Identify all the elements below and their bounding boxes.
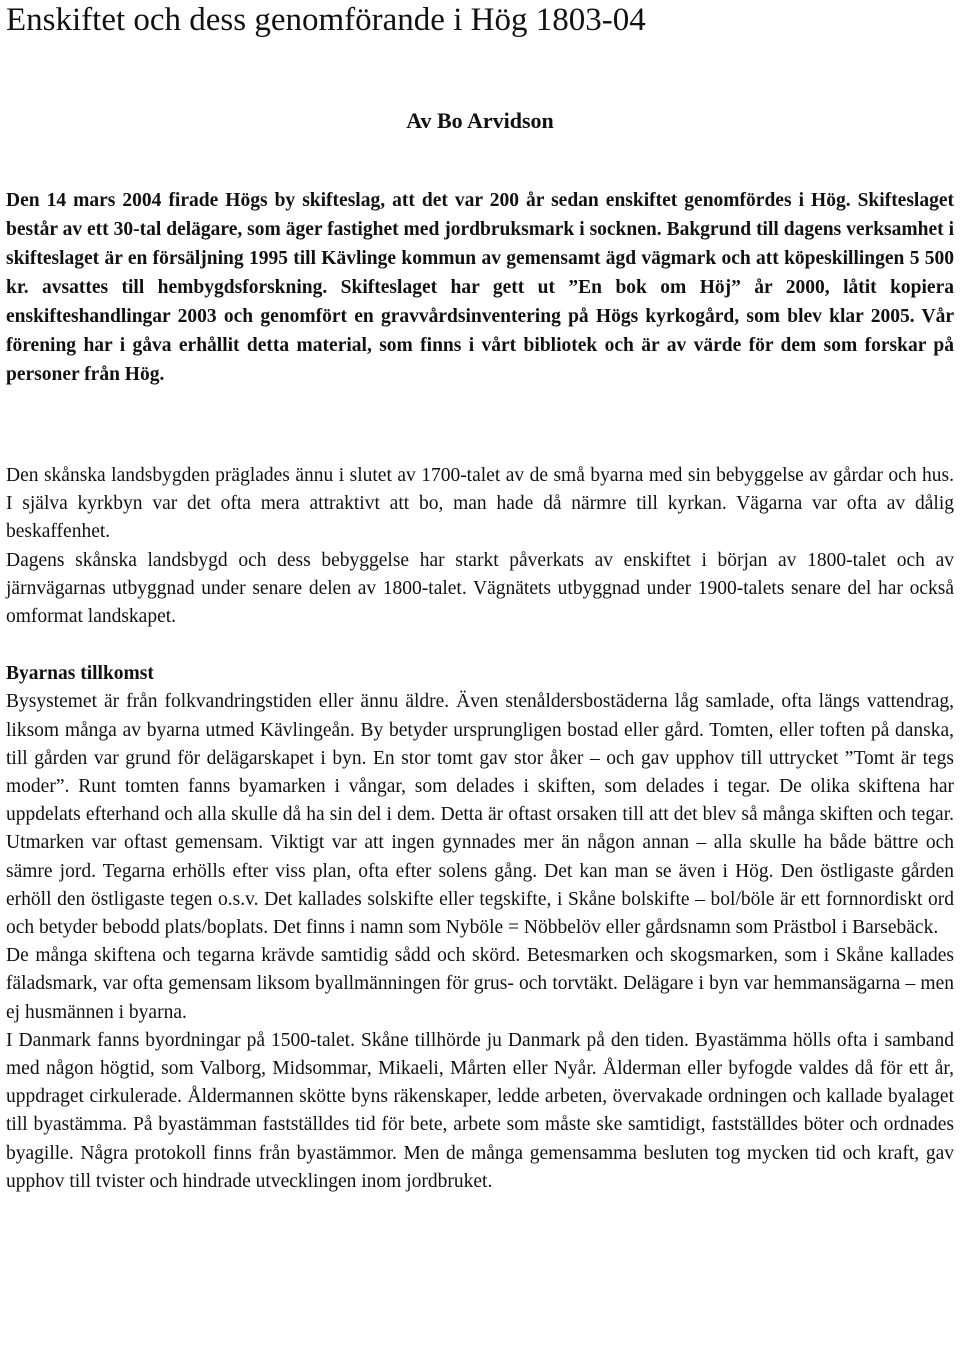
author-byline: Av Bo Arvidson bbox=[406, 108, 554, 133]
section-paragraph: De många skiftena och tegarna krävde samtidig sådd och skörd. Betesmarken och skogsmarken, som i Skåne kallades fäladsmark, var ofta gemensam liksom byallmänningen för grus- och torvtäkt. Delägare i byn var hemmansägarna – men ej husmännen i byarna. bbox=[6, 945, 954, 1023]
section-paragraph: I Danmark fanns byordningar på 1500-talet. Skåne tillhörde ju Danmark på den tiden. Byastämma hölls ofta i samband med någon högtid, som Valborg, Midsommar, Mikaeli, Mårten eller Nyår. Ålderman eller byfogde valdes då för ett år, uppdraget cirkulerade. Åldermannen skötte byns räkenskaper, ledde arbeten, övervakade ordningen och kallade byalaget till byastämma. På byastämman fastställdes tid för bete, arbete som måste ske samtidigt, fastställdes böter och ordnades byagille. Några protokoll finns från byastämmor. Men de många gemensamma besluten tog mycken tid och kraft, gav upphov till tvister och hindrade utvecklingen inom jordbruket. bbox=[6, 1029, 954, 1192]
body-paragraph: Dagens skånska landsbygd och dess bebyggelse har starkt påverkats av enskiftet i början av 1800-talet och av järnvägarnas utbyggnad under senare delen av 1800-talet. Vägnätets utbyggnad under 1900-talets senare del har också omformat landskapet. bbox=[6, 549, 954, 628]
section-heading: Byarnas tillkomst bbox=[6, 663, 154, 685]
body-paragraph: Den skånska landsbygden präglades ännu i slutet av 1700-talet av de små byarna med sin bebyggelse av gårdar och hus. I själva kyrkbyn var det ofta mera attraktivt att bo, man hade då närmre till kyrkan. Vägarna var ofta av dålig beskaffenhet. bbox=[6, 465, 954, 543]
document-title: Enskiftet och dess genomförande i Hög 1803-04 bbox=[6, 2, 646, 38]
intro-paragraph: Den 14 mars 2004 firade Högs by skifteslag, att det var 200 år sedan enskiftet genomfördes i Hög. Skifteslaget består av ett 30-tal delägare, som äger fastighet med jordbruksmark i socknen. Bakgrund till dagens verksamhet i skifteslaget är en försäljning 1995 till Kävlinge kommun av gemensamt ägd vägmark och att köpeskillingen 5 500 kr. avsattes till hembygdsforskning. Skifteslaget har gett ut ”En bok om Höj” år 2000, låtit kopiera enskifteshandlingar 2003 och genomfört en gravvårdsinventering på Högs kyrkogård, som blev klar 2005. Vår förening har i gåva erhållit detta material, som finns i vårt bibliotek och är av värde för dem som forskar på personer från Hög. bbox=[6, 190, 954, 385]
body-text bbox=[6, 462, 954, 1196]
section-paragraph: Bysystemet är från folkvandringstiden eller ännu äldre. Även stenåldersbostäderna låg samlade, ofta längs vattendrag, liksom många av byarna utmed Kävlingeån. By betyder ursprungligen bostad eller gård. Tomten, eller toften på danska, till gården var grund för delägarskapet i byn. En stor tomt gav stor åker – och gav upphov till uttrycket ”Tomt är tegs moder”. Runt tomten fanns byamarken i vångar, som delades i skiften, som delades i tegar. De olika skiftena har uppdelats efterhand och alla skulle då ha sin del i dem. Detta är oftast orsaken till att det blev så många skiften och tegar. Utmarken var oftast gemensam. Viktigt var att ingen gynnades mer än någon annan – alla skulle ha både bättre och sämre jord. Tegarna erhölls efter viss plan, ofta efter solens gång. Det kan man se även i Hög. Den östligaste gården erhöll den östligaste tegen o.s.v. Det kallades solskifte eller tegskifte, i Skåne bolskifte – bol/böle är ett fornnordiskt ord och betyder bebodd plats/boplats. Det finns i namn som Nyböle = Nöbbelöv eller gårdsnamn som Prästbol i Barsebäck. bbox=[6, 691, 954, 939]
document-page bbox=[6, 0, 954, 1192]
